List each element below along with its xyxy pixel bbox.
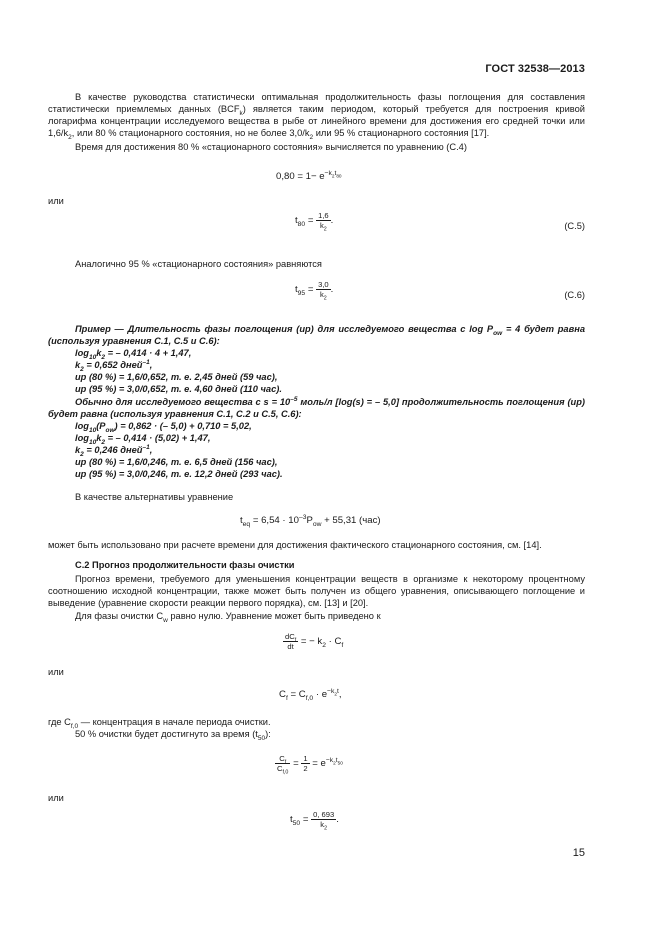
example-2-line-1: $\log_{10}(P_{ow}) = 0,862$ · (– 5,0) + 0,710 = 5,02, <box>75 421 252 434</box>
equation-c5: $t_{80}$ = $\frac{1,6}{k_2}$ . <box>295 211 334 233</box>
equation-number-c6: (C.6) <box>564 290 585 300</box>
paragraph-alternative: В качестве альтернативы уравнение <box>75 492 234 502</box>
example-2-line-5: up (95 %) = 3,0/0,246, т. е. 12,2 дней (293 час). <box>75 469 283 479</box>
paragraph-half-depuration: 50 % очистки будет достигнуто за время $(t_{50})$: <box>75 729 271 742</box>
equation-c6: $t_{95}$ = $\frac{3,0}{k_2}$ . <box>295 280 334 302</box>
equation-rate: $\frac{dC_f}{dt}$ = − $k_2 \cdot C_f$ <box>285 632 344 651</box>
equation-concentration: $C_f = C_{f,0} \cdot e^{-k_2t}$, <box>279 687 342 702</box>
equation-number-c5: (C.5) <box>564 221 585 231</box>
paragraph-actual-steady-state: может быть использовано при расчете времени для достижения фактического стационарного состояния, см. [14]. <box>48 540 542 550</box>
paragraph-where-cf0: где $C_{f,0}$ — концентрация в начале периода очистки. <box>48 717 271 730</box>
equation-half: $\frac{C_f}{C_{f,0}}$ = $\frac{1}{2}$ = $e^{-k_2t_{50}}$ <box>277 754 343 776</box>
equation-c4: $0,80 = 1- e^{-k_2t_{80}}$ <box>276 169 342 182</box>
example-2-line-2: $\log_{10}k_2$ = – 0,414 · (5,02) + 1,47, <box>75 433 211 446</box>
or-text-3: или <box>48 793 64 803</box>
example-1-line-3: up (80 %) = 1,6/0,652, т. е. 2,45 дней (59 час), <box>75 372 278 382</box>
standard-code-header: ГОСТ 32538—2013 <box>485 63 585 75</box>
example-2-line-4: up (80 %) = 1,6/0,246, т. е. 6,5 дней (156 час), <box>75 457 278 467</box>
or-text-1: или <box>48 196 64 206</box>
section-heading-c2: С.2 Прогноз продолжительности фазы очистки <box>75 560 295 570</box>
equation-teq: $t_{eq} = 6,54 \cdot 10^{-3}P_{ow} + 55,31$ (час) <box>240 513 381 528</box>
example-2-intro: Обычно для исследуемого вещества с $s = 10^{-5}$ моль/л [log(s) = – 5,0] продолжительность поглощения (up) будет равна (используя уравнения С.1, С.2 и С.5, С.6): <box>48 395 585 419</box>
or-text-2: или <box>48 667 64 677</box>
paragraph-depuration-forecast: Прогноз времени, требуемого для уменьшения концентрации веществ в организме к некоторому процентному соотношению исходной концентрации, также может быть получен из общего уравнения, описывающего поглощение и выведение (уравнение скорости реакции первого порядка), см. [13] и [20]. <box>48 574 585 608</box>
example-1-line-4: up (95 %) = 3,0/0,652, т. е. 4,60 дней (110 час). <box>75 384 282 394</box>
paragraph-depuration-phase: Для фазы очистки $C_w$ равно нулю. Уравнение может быть приведено к <box>75 611 381 624</box>
paragraph-time-95: Аналогично 95 % «стационарного состояния» равняются <box>75 259 322 269</box>
equation-t50: $t_{50}$ = $\frac{0, 693}{k_2}$ . <box>290 810 339 832</box>
example-2-line-3: $k_2 = 0,246$ дней$^{-1}$, <box>75 443 153 458</box>
example-1-intro: Пример — Длительность фазы поглощения (up) для исследуемого вещества с $\log P_{ow} = 4$ будет равна (используя уравнения С.1, С.5 и С.6): <box>48 324 585 346</box>
paragraph-time-80: Время для достижения 80 % «стационарного состояния» вычисляется по уравнению (С.4) <box>75 142 467 152</box>
example-1-line-2: $k_2 = 0,652$ дней$^{-1}$, <box>75 358 153 373</box>
example-1-line-1: $\log_{10}k_2$ = – 0,414 · 4 + 1,47, <box>75 348 192 361</box>
page-number: 15 <box>572 847 585 859</box>
paragraph-uptake-duration: В качестве руководства статистически оптимальная продолжительность фазы поглощения для составления статистически приемлемых данных $(BCF_k)$ является таким периодом, который требуется для построения кривой логарифма концентрации исследуемого вещества в рыбе от линейного времени для достижения его средней точки или $1,6/k_2$, или 80 % стационарного состояния, но не более $3,0/k_2$ или 95 % стационарного состояния [17]. <box>48 92 585 141</box>
